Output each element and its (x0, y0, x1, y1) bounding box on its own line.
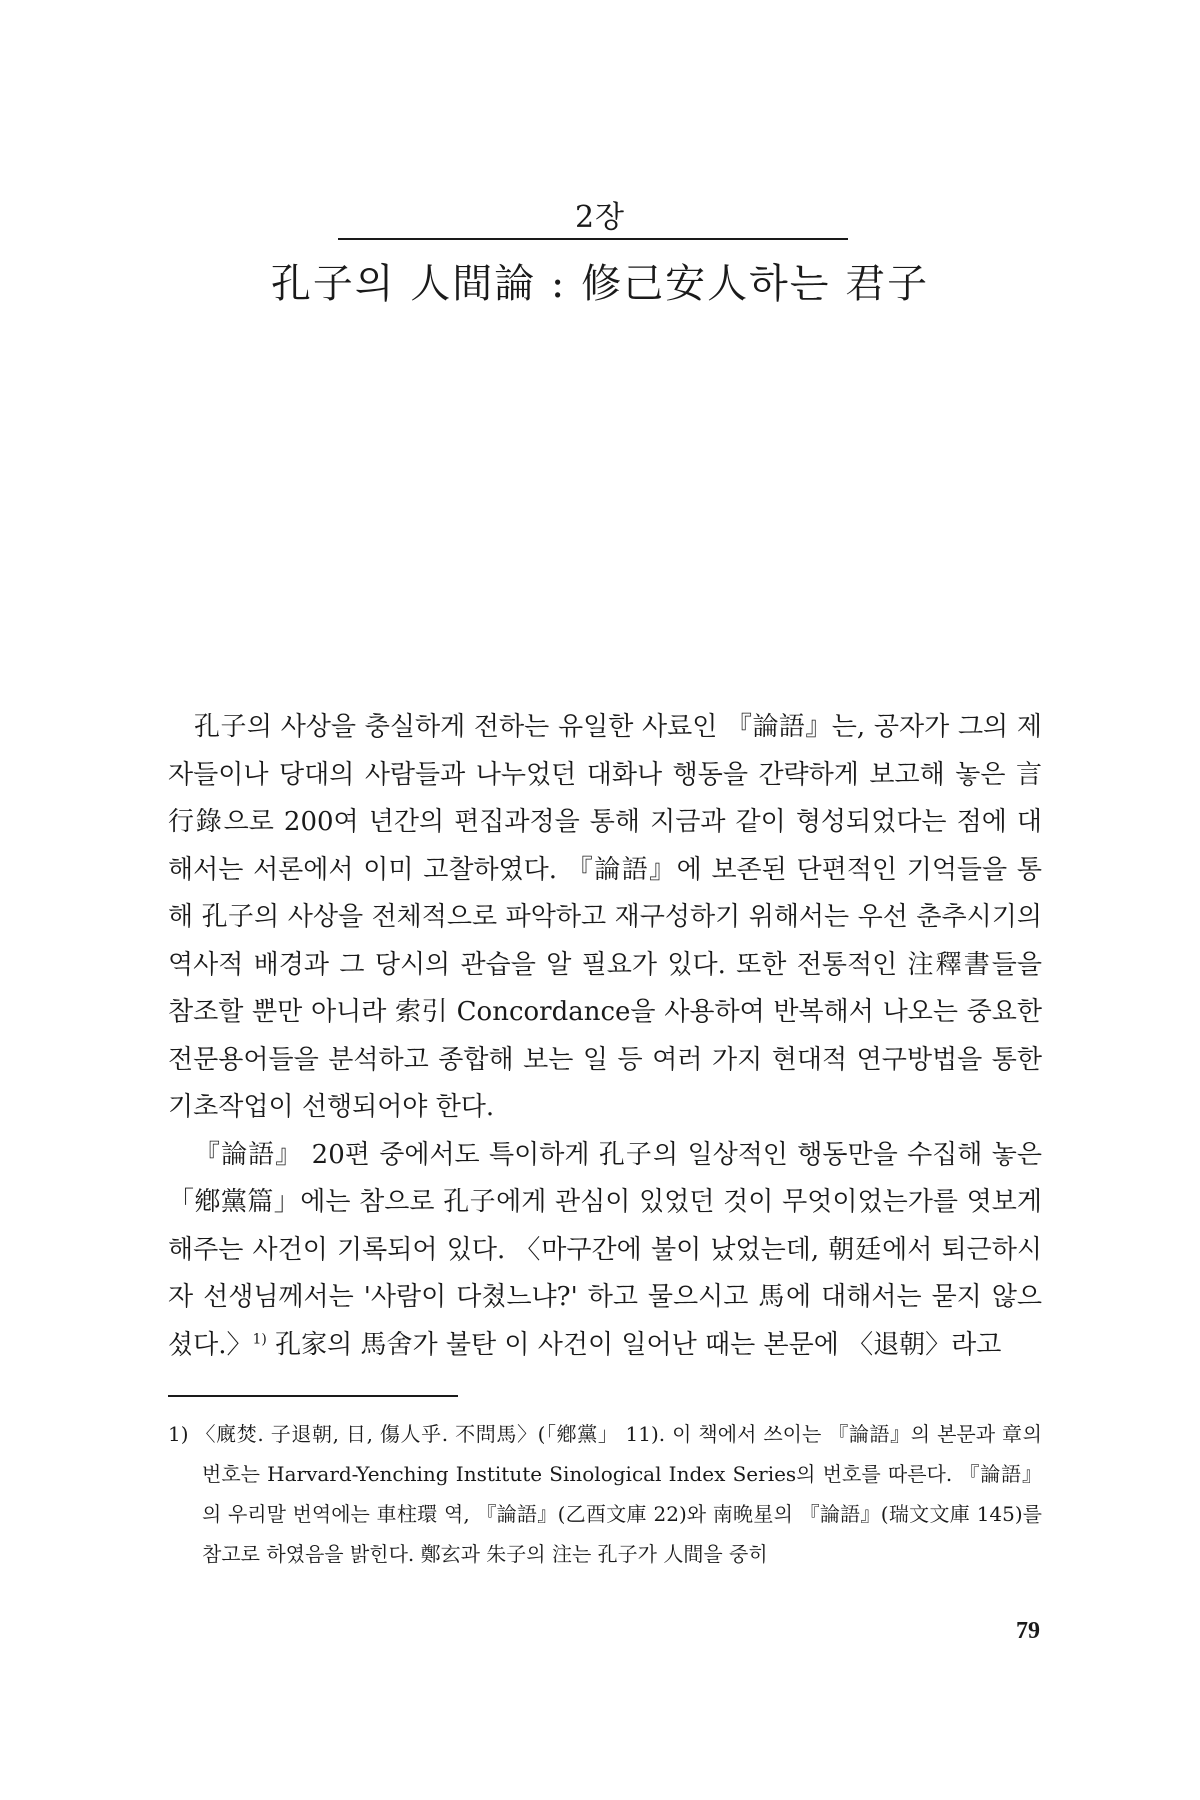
footnote (168, 1414, 1042, 1574)
footnote-text: 1) 〈廐焚. 子退朝, 日, 傷人乎. 不問馬〉(「鄕黨」 11). 이 책에서 쓰이는 『論語』의 본문과 章의 번호는 Harvard-Yenching Institute Sinological Index Series의 번호를 따른다. 『論語』의 우리말 번역에는 車柱環 역, 『論語』(乙酉文庫 22)와 南晩星의 『論語』(瑞文文庫 145)를 참고로 하였음을 밝힌다. 鄭玄과 朱子의 注는 孔子가 人間을 중히 (168, 1422, 1042, 1566)
chapter-number: 2장 (574, 200, 626, 235)
paragraph (168, 1132, 1042, 1370)
chapter-title: 孔子의 人間論 : 修己安人하는 君子 (270, 261, 930, 307)
paragraph-text: 『論語』 20편 중에서도 특이하게 孔子의 일상적인 행동만을 수집해 놓은 「鄕黨篇」에는 참으로 孔子에게 관심이 있었던 것이 무엇이었는가를 엿보게 해주는 사건이 기록되어 있다. 〈마구간에 불이 났었는데, 朝廷에서 퇴근하시자 선생님께서는 '사람이 다쳤느냐?' 하고 물으시고 馬에 대해서는 묻지 않으셨다.〉 (168, 1139, 1042, 1360)
footnote-marker: 1) (252, 1330, 267, 1347)
paragraph-text-continued: 孔家의 馬舍가 불탄 이 사건이 일어난 때는 본문에 〈退朝〉라고 (266, 1329, 1002, 1360)
footnote-divider (168, 1395, 458, 1397)
body-text (168, 704, 1042, 1369)
paragraph: 孔子의 사상을 충실하게 전하는 유일한 사료인 『論語』는, 공자가 그의 제자들이나 당대의 사람들과 나누었던 대화나 행동을 간략하게 보고해 놓은 言行錄으로 200여 년간의 편집과정을 통해 지금과 같이 형성되었다는 점에 대해서는 서론에서 이미 고찰하였다. 『論語』에 보존된 단편적인 기억들을 통해 孔子의 사상을 전체적으로 파악하고 재구성하기 위해서는 우선 춘추시기의 역사적 배경과 그 당시의 관습을 알 필요가 있다. 또한 전통적인 注釋書들을 참조할 뿐만 아니라 索引 Concordance을 사용하여 반복해서 나오는 중요한 전문용어들을 분석하고 종합해 보는 일 등 여러 가지 현대적 연구방법을 통한 기초작업이 선행되어야 한다. (168, 712, 1043, 1122)
page-number: 79 (1016, 1618, 1040, 1644)
title-divider (338, 238, 848, 240)
